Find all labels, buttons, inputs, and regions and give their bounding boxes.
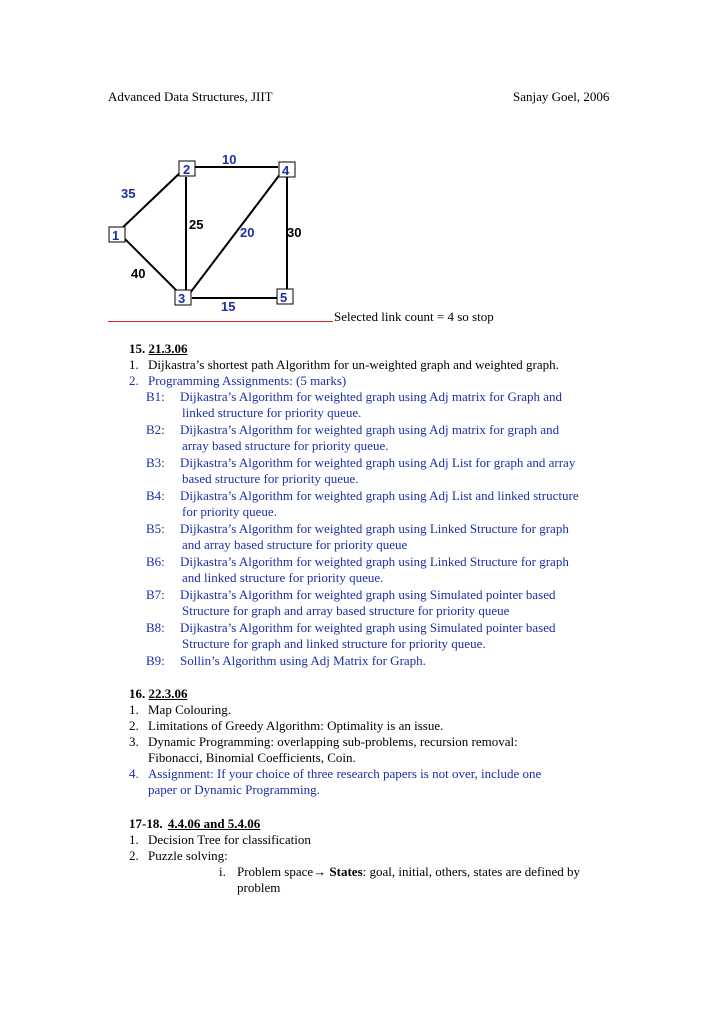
states-text: States <box>329 864 363 879</box>
b3-line2: based structure for priority queue. <box>182 471 359 486</box>
node-4 <box>279 162 295 178</box>
b5-line1: Dijkastra’s Algorithm for weighted graph using Linked Structure for graph <box>180 521 569 536</box>
b7-line1: Dijkastra’s Algorithm for weighted graph using Simulated pointer based <box>180 587 556 602</box>
s17-date: 4.4.06 and 5.4.06 <box>167 816 261 831</box>
b9-label: B9: <box>146 653 165 668</box>
b9-line1: Sollin’s Algorithm using Adj Matrix for Graph. <box>180 653 426 668</box>
node-4-label: 4 <box>282 163 290 178</box>
b8-line2: Structure for graph and linked structure for priority queue. <box>182 636 486 651</box>
s16-num: 16. <box>129 686 146 701</box>
node-3-label: 3 <box>178 291 186 306</box>
node-1 <box>109 227 125 243</box>
s17-sub-num: i. <box>219 864 226 879</box>
b6-label: B6: <box>146 554 165 569</box>
red-rule <box>108 321 333 322</box>
header-left: Advanced Data Structures, JIIT <box>108 89 273 104</box>
header-right: Sanjay Goel, 2006 <box>513 89 610 104</box>
node-1-label: 1 <box>112 228 120 243</box>
s17-item-1-text: Decision Tree for classification <box>148 832 311 847</box>
edge-label-1-3: 40 <box>131 266 146 281</box>
edge-label-1-2: 35 <box>121 186 136 201</box>
s16-item-4-num: 4. <box>129 766 139 781</box>
s16-item-1-text: Map Colouring. <box>148 702 232 717</box>
b7-line2: Structure for graph and array based structure for priority queue <box>182 603 510 618</box>
s15-item-1 <box>129 357 559 373</box>
b5-line2: and array based structure for priority queue <box>182 537 408 552</box>
s15-item-2 <box>129 373 347 389</box>
s17-num: 17-18. <box>129 816 163 831</box>
node-5-label: 5 <box>280 290 288 305</box>
b3-label: B3: <box>146 455 165 470</box>
s17-item-2-num: 2. <box>129 848 139 863</box>
b4-line2: for priority queue. <box>182 504 277 519</box>
edge-label-4-5: 30 <box>287 225 302 240</box>
b1-line1: Dijkastra’s Algorithm for weighted graph using Adj matrix for Graph and <box>180 389 562 404</box>
states-desc: : goal, initial, others, states are defined by <box>362 864 580 879</box>
s16-item-2-text: Limitations of Greedy Algorithm: Optimality is an issue. <box>148 718 444 733</box>
s16-date: 22.3.06 <box>148 686 188 701</box>
s17-item-1-num: 1. <box>129 832 139 847</box>
s15-heading <box>129 341 188 357</box>
b2-line1: Dijkastra’s Algorithm for weighted graph using Adj matrix for graph and <box>180 422 560 437</box>
b4-line1: Dijkastra’s Algorithm for weighted graph using Adj List and linked structure <box>180 488 579 503</box>
s16-item-1-num: 1. <box>129 702 139 717</box>
graph-figure <box>100 148 340 318</box>
edge-label-3-4: 20 <box>240 225 255 240</box>
b7-label: B7: <box>146 587 165 602</box>
s15-item-1-num: 1. <box>129 357 139 372</box>
node-2-label: 2 <box>183 162 191 177</box>
b8-line1: Dijkastra’s Algorithm for weighted graph using Simulated pointer based <box>180 620 556 635</box>
s16-item-4-text2: paper or Dynamic Programming. <box>148 782 320 797</box>
problem-space-text: Problem space <box>237 864 314 879</box>
arrow-icon: → <box>313 864 327 879</box>
b1-line2: linked structure for priority queue. <box>182 405 362 420</box>
b6-line1: Dijkastra’s Algorithm for weighted graph using Linked Structure for graph <box>180 554 569 569</box>
edge-1-3 <box>119 233 182 296</box>
b6-line2: and linked structure for priority queue. <box>182 570 384 585</box>
s16-item-2-num: 2. <box>129 718 139 733</box>
b1-label: B1: <box>146 389 165 404</box>
s16-heading <box>129 686 188 702</box>
s15-date: 21.3.06 <box>148 341 188 356</box>
node-2 <box>179 161 195 177</box>
node-3 <box>175 290 191 306</box>
s17-heading <box>129 816 260 832</box>
node-5 <box>277 289 293 305</box>
s16-item-4-text: Assignment: If your choice of three research papers is not over, include one <box>148 766 542 781</box>
s15-item-1-text: Dijkastra’s shortest path Algorithm for un-weighted graph and weighted graph. <box>148 357 559 372</box>
selected-link-status: Selected link count = 4 so stop <box>334 309 494 324</box>
s17-sub-line2: problem <box>237 880 281 895</box>
s15-item-2-num: 2. <box>129 373 139 388</box>
b3-line1: Dijkastra’s Algorithm for weighted graph using Adj List for graph and array <box>180 455 576 470</box>
b2-label: B2: <box>146 422 165 437</box>
edge-label-2-4: 10 <box>222 152 237 167</box>
edge-3-4 <box>190 173 281 293</box>
b5-label: B5: <box>146 521 165 536</box>
s16-item-3-text2: Fibonacci, Binomial Coefficients, Coin. <box>148 750 356 765</box>
s15-item-2-text: Programming Assignments: (5 marks) <box>148 373 347 388</box>
b8-label: B8: <box>146 620 165 635</box>
edge-label-3-5: 15 <box>221 299 236 314</box>
s15-num: 15. <box>129 341 146 356</box>
s16-item-3-text: Dynamic Programming: overlapping sub-problems, recursion removal: <box>148 734 518 749</box>
s17-sub-line1 <box>237 864 580 880</box>
s16-item-3-num: 3. <box>129 734 139 749</box>
b2-line2: array based structure for priority queue. <box>182 438 389 453</box>
b4-label: B4: <box>146 488 165 503</box>
edge-label-2-3: 25 <box>189 217 204 232</box>
s17-item-2-text: Puzzle solving: <box>148 848 228 863</box>
